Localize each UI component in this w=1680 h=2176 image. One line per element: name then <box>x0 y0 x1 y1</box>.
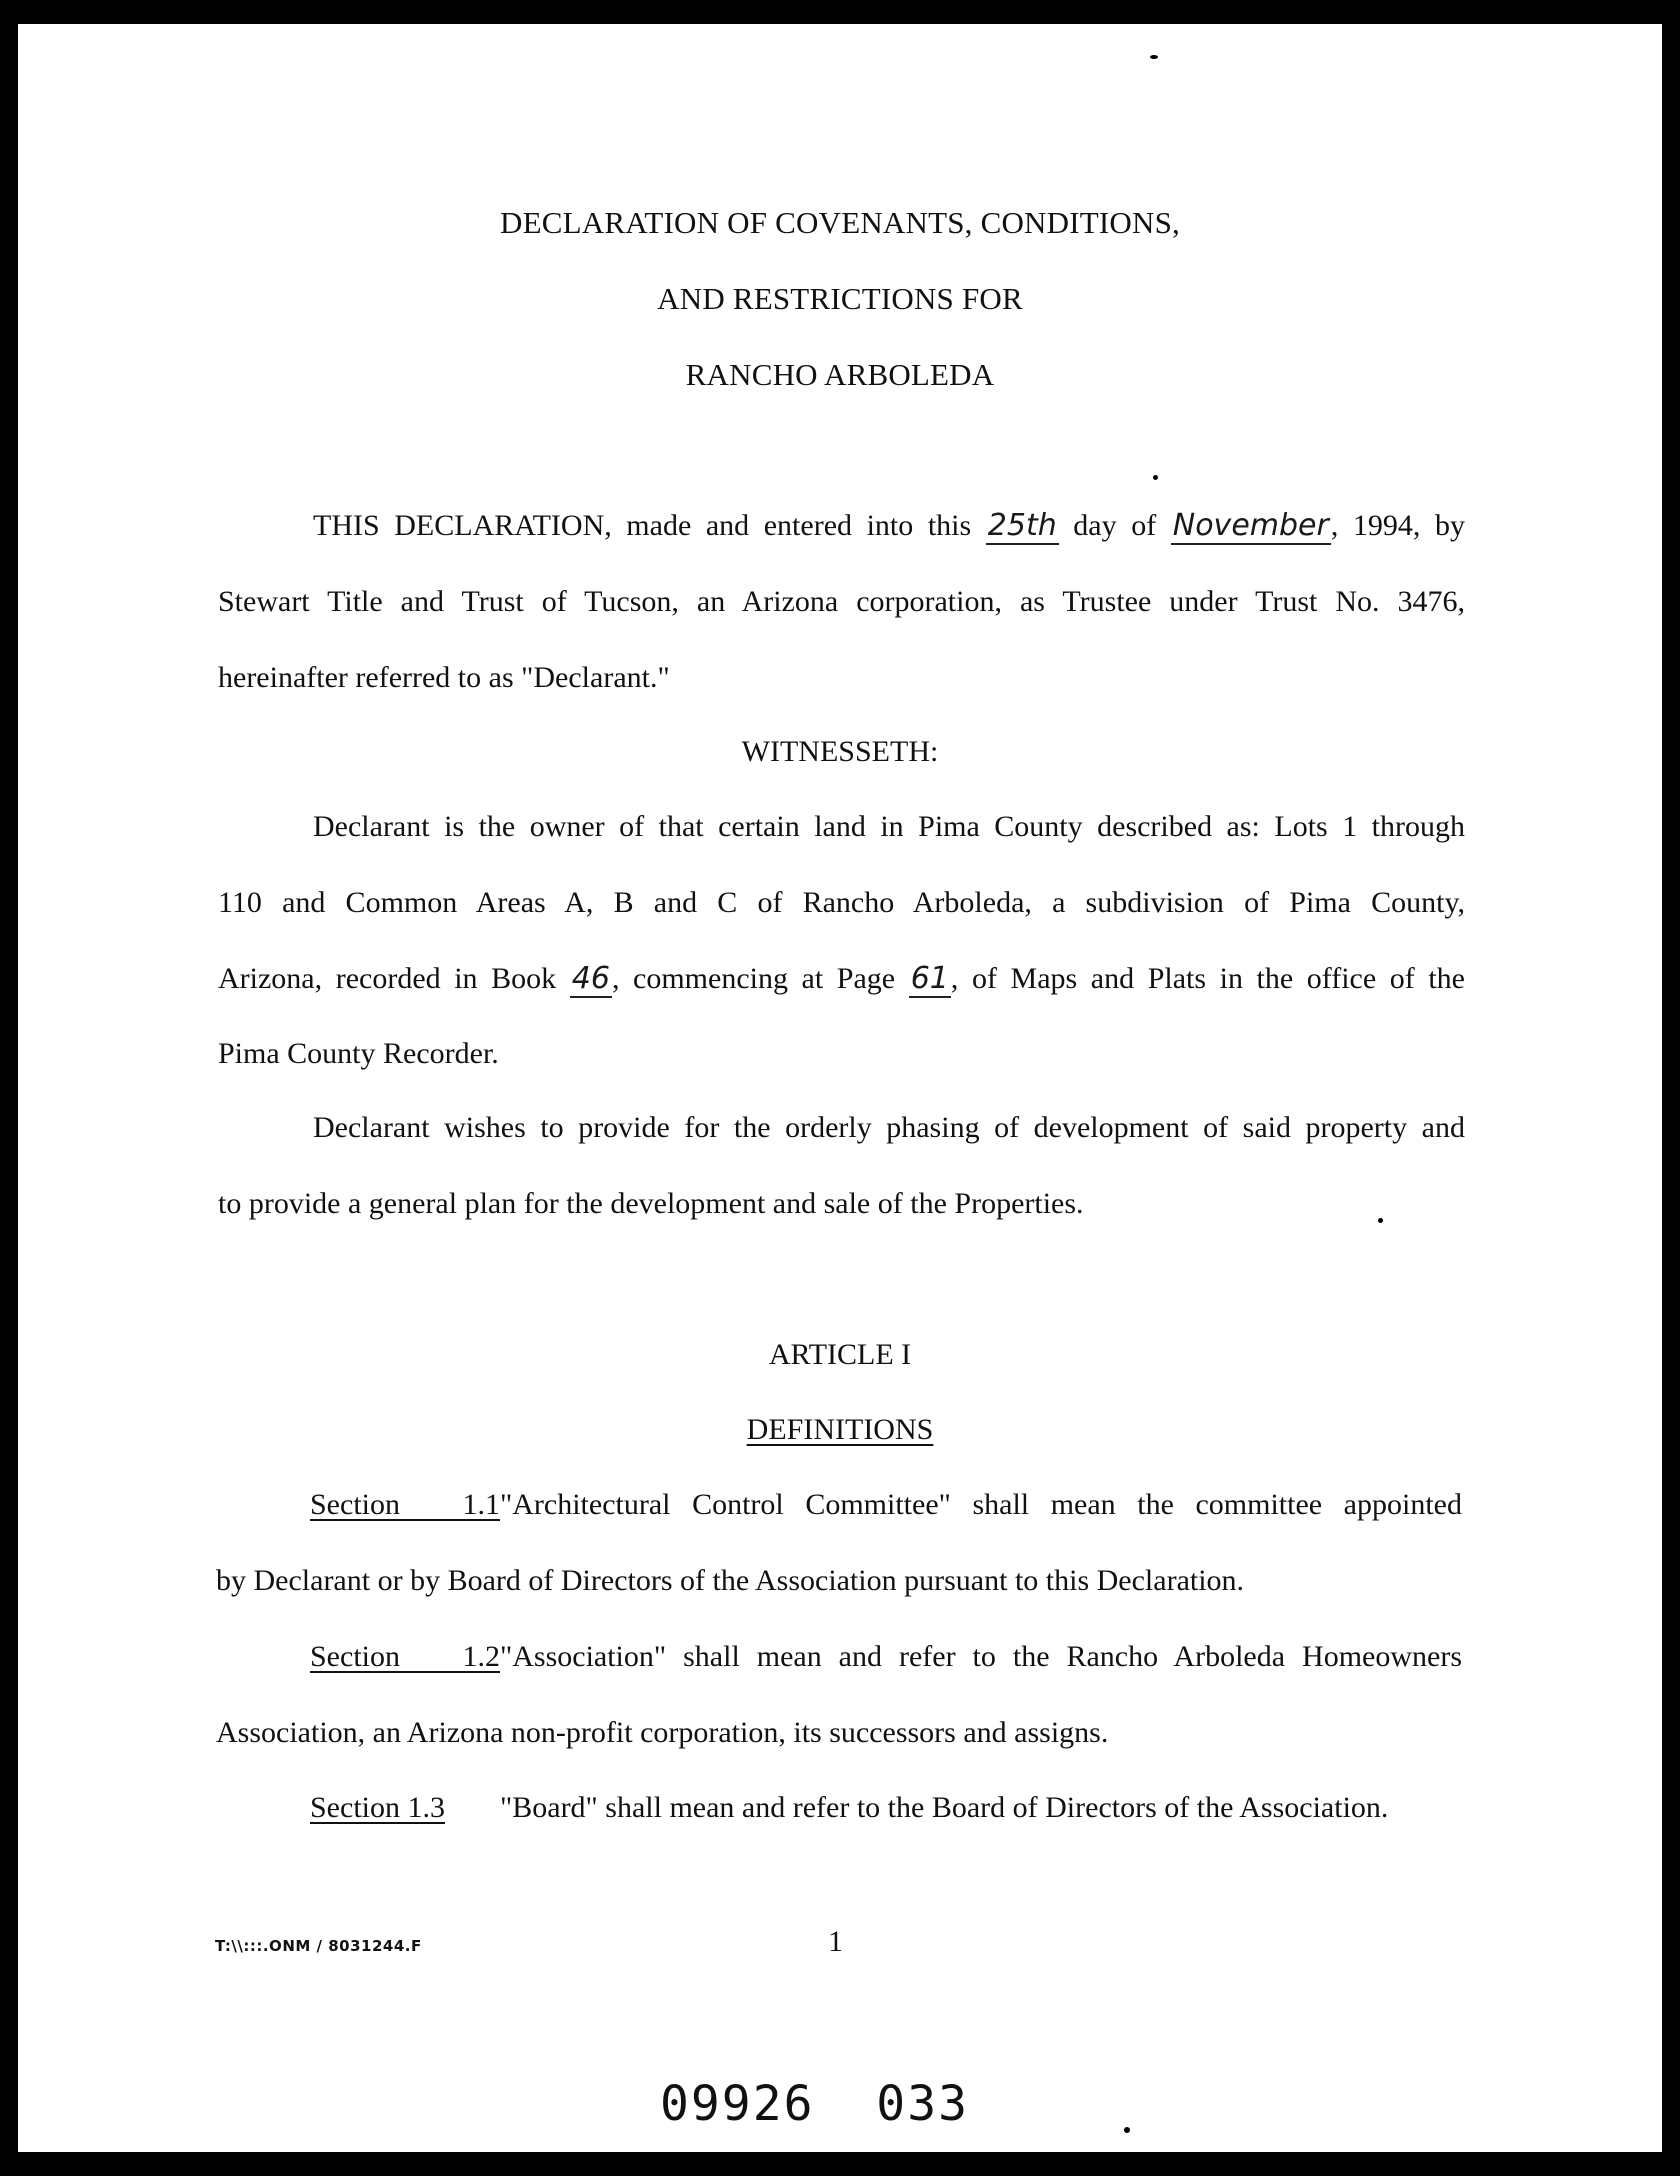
handwritten-month: November <box>1172 508 1329 543</box>
section-1-3-label: Section 1.3 <box>310 1791 445 1824</box>
section-1-3-line-1 <box>310 1791 1388 1825</box>
document-title-line-3: RANCHO ARBOLEDA <box>685 357 995 392</box>
document-code: T:\\:::.ONM / 8031244.F <box>215 1937 422 1955</box>
scan-speck <box>1378 1218 1383 1223</box>
land-text: Arizona, recorded in Book <box>218 962 557 995</box>
section-1-1-line-2: by Declarant or by Board of Directors of the Association pursuant to this Declaration. <box>216 1564 1245 1597</box>
scan-speck <box>1124 2127 1130 2133</box>
intro-line-2: Stewart Title and Trust of Tucson, an Arizona corporation, as Trustee under Trust No. 3476, <box>218 585 1465 618</box>
handwritten-day: 25th <box>987 508 1057 543</box>
scan-border-bottom <box>0 2152 1680 2176</box>
handwritten-book: 46 <box>571 961 610 996</box>
land-line-4: Pima County Recorder. <box>218 1037 499 1070</box>
intro-line-3: hereinafter referred to as "Declarant." <box>218 661 670 694</box>
scan-border-right <box>1662 0 1680 2176</box>
article-number: ARTICLE I <box>768 1338 912 1371</box>
page-number: 1 <box>828 1925 843 1958</box>
intro-text: , 1994, by <box>1330 509 1465 542</box>
phasing-line-2: to provide a general plan for the development and sale of the Properties. <box>218 1187 1084 1220</box>
land-line-1: Declarant is the owner of that certain land in Pima County described as: Lots 1 through <box>313 810 1465 843</box>
land-line-3 <box>218 961 1465 996</box>
phasing-line-1: Declarant wishes to provide for the orderly phasing of development of said property and <box>313 1111 1465 1144</box>
section-1-2-text: "Association" shall mean and refer to the Rancho Arboleda Homeowners <box>500 1640 1462 1673</box>
land-line-2: 110 and Common Areas A, B and C of Rancho Arboleda, a subdivision of Pima County, <box>218 886 1465 919</box>
section-1-1-text: "Architectural Control Committee" shall mean the committee appointed <box>500 1488 1462 1521</box>
document-title-line-2: AND RESTRICTIONS FOR <box>657 281 1023 316</box>
section-1-2-label: Section 1.2 <box>310 1640 500 1673</box>
intro-text: day of <box>1073 509 1157 542</box>
article-title-text: DEFINITIONS <box>746 1413 934 1446</box>
witnesseth-heading: WITNESSETH: <box>741 735 939 768</box>
section-1-2-line-1 <box>310 1640 1462 1674</box>
scan-border-left <box>0 0 18 2176</box>
intro-line-1 <box>313 508 1465 543</box>
land-text: , commencing at Page <box>611 962 896 995</box>
scan-speck <box>1153 475 1158 480</box>
recording-number: 09926 033 <box>660 2076 969 2132</box>
land-text: , of Maps and Plats in the office of the <box>950 962 1465 995</box>
section-1-1-line-1 <box>310 1488 1462 1522</box>
intro-text: THIS DECLARATION, made and entered into this <box>313 509 972 542</box>
document-title-line-1: DECLARATION OF COVENANTS, CONDITIONS, <box>500 205 1180 240</box>
handwritten-page: 61 <box>910 961 949 996</box>
scan-speck <box>1150 55 1158 59</box>
section-1-1-label: Section 1.1 <box>310 1488 500 1521</box>
section-1-3-text: "Board" shall mean and refer to the Board of Directors of the Association. <box>500 1791 1389 1824</box>
scan-border-top <box>0 0 1680 24</box>
section-1-2-line-2: Association, an Arizona non-profit corporation, its successors and assigns. <box>216 1716 1109 1749</box>
article-title <box>0 1413 1680 1447</box>
